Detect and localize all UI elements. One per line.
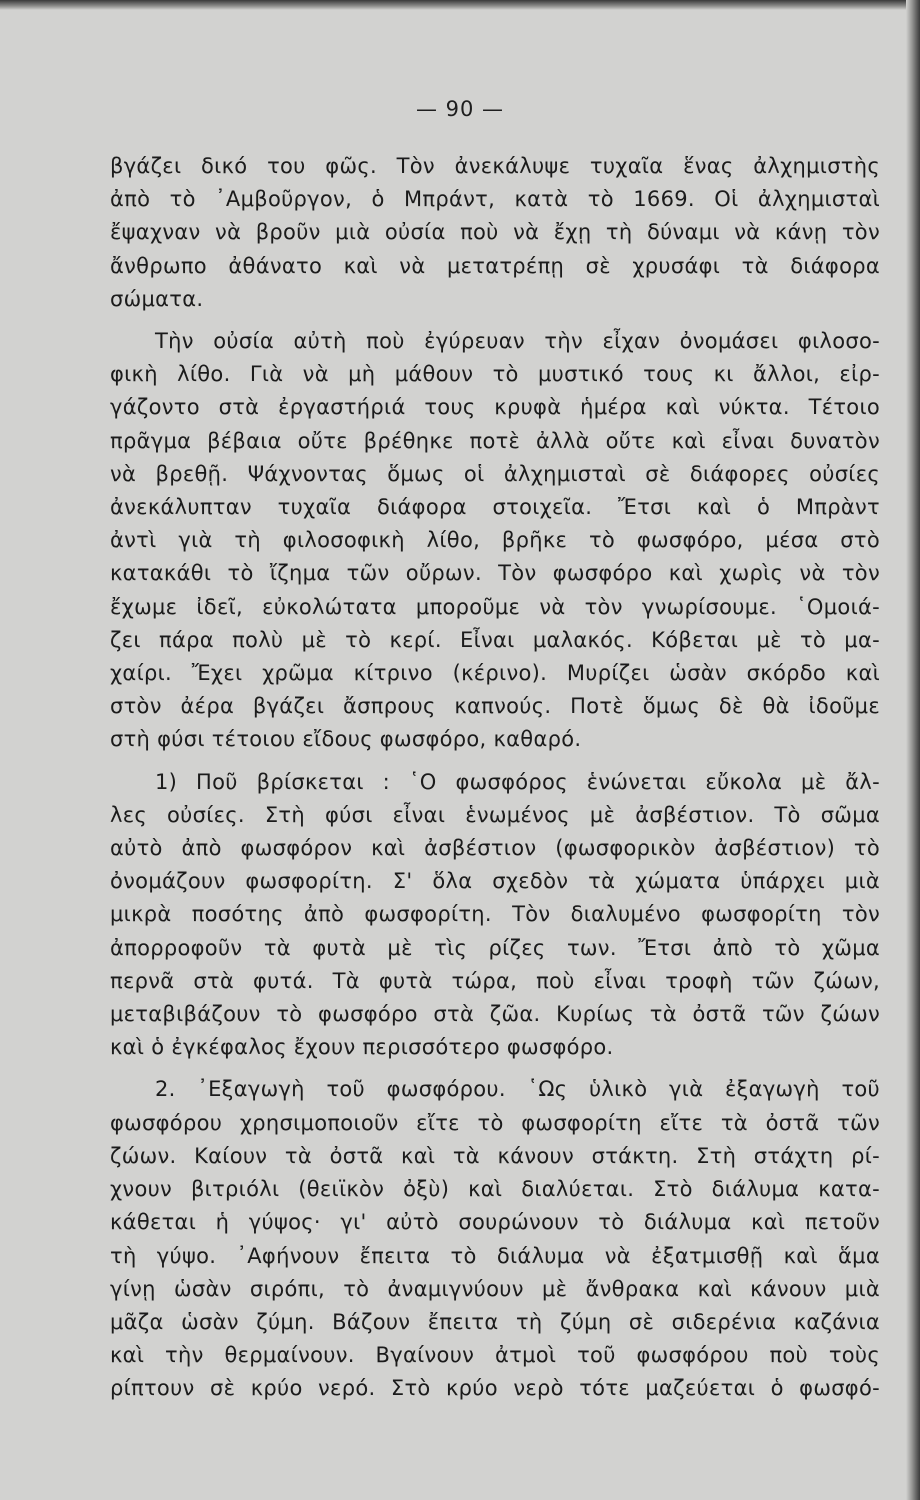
text-line: χαίρι. Ἔχει χρῶμα κίτρινο (κέρινο). Μυρίζει ὡσὰν σκόρδο καὶ: [110, 661, 880, 686]
paragraph-2: [110, 325, 880, 757]
text-line: ἔχωμε ἰδεῖ, εὐκολώτατα μποροῦμε νὰ τὸν γνωρίσουμε. ῾Ομοιά-: [110, 594, 880, 619]
text-line: νὰ βρεθῇ. Ψάχνοντας ὅμως οἱ ἀλχημισταὶ σὲ διάφορες οὐσίες: [110, 461, 880, 486]
text-line: 1) Ποῦ βρίσκεται : ῾Ο φωσφόρος ἑνώνεται εὔκολα μὲ ἄλ-: [155, 769, 880, 794]
text-line: πρᾶγμα βέβαια οὔτε βρέθηκε ποτὲ ἀλλὰ οὔτε καὶ εἶναι δυνατὸν: [110, 428, 880, 453]
text-line: 2. ᾿Εξαγωγὴ τοῦ φωσφόρου. ῾Ως ὑλικὸ γιὰ ἐξαγωγὴ τοῦ: [155, 1077, 880, 1102]
text-line: γάζοντο στὰ ἐργαστήριά τους κρυφὰ ἡμέρα καὶ νύκτα. Τέτοιο: [110, 395, 880, 420]
text-line: ἀνεκάλυπταν τυχαῖα διάφορα στοιχεῖα. Ἔτσι καὶ ὁ Μπρὰντ: [110, 495, 880, 520]
page-number: — 90 —: [415, 97, 505, 121]
text-line: μεταβιβάζουν τὸ φωσφόρο στὰ ζῶα. Κυρίως τὰ ὀστᾶ τῶν ζώων: [110, 1002, 880, 1027]
text-line: τὴ γύψο. ᾿Αφήνουν ἔπειτα τὸ διάλυμα νὰ ἐξατμισθῇ καὶ ἅμα: [110, 1243, 880, 1268]
text-line: στὴ φύσι τέτοιου εἴδους φωσφόρο, καθαρό.: [110, 727, 582, 752]
body-text: [110, 150, 880, 1406]
text-line: καὶ τὴν θερμαίνουν. Βγαίνουν ἀτμοὶ τοῦ φωσφόρου ποὺ τοὺς: [110, 1343, 880, 1368]
text-line: ρίπτουν σὲ κρύο νερό. Στὸ κρύο νερὸ τότε μαζεύεται ὁ φωσφό-: [110, 1376, 880, 1401]
page-binding-shadow: [906, 0, 920, 1500]
text-line: ἀντὶ γιὰ τὴ φιλοσοφικὴ λίθο, βρῆκε τὸ φωσφόρο, μέσα στὸ: [110, 528, 880, 553]
paragraph-4: [110, 1073, 880, 1405]
text-line: ζώων. Καίουν τὰ ὀστᾶ καὶ τὰ κάνουν στάκτη. Στὴ στάχτη ρί-: [110, 1143, 880, 1168]
paragraph-1: [110, 150, 880, 316]
text-line: βγάζει δικό του φῶς. Τὸν ἀνεκάλυψε τυχαῖα ἕνας ἀλχημιστὴς: [110, 154, 880, 178]
text-line: χνουν βιτριόλι (θειϊκὸν ὀξὺ) καὶ διαλύεται. Στὸ διάλυμα κατα-: [110, 1177, 880, 1202]
text-line: ἔψαχναν νὰ βροῦν μιὰ οὐσία ποὺ νὰ ἔχῃ τὴ δύναμι νὰ κάνῃ τὸν: [110, 220, 880, 245]
text-line: στὸν ἀέρα βγάζει ἄσπρους καπνούς. Ποτὲ ὅμως δὲ θὰ ἰδοῦμε: [110, 694, 880, 719]
text-line: καὶ ὁ ἐγκέφαλος ἔχουν περισσότερο φωσφόρο.: [110, 1035, 614, 1060]
page-top-shadow: [0, 0, 920, 10]
text-line: αὐτὸ ἀπὸ φωσφόρον καὶ ἀσβέστιον (φωσφορικὸν ἀσβέστιον) τὸ: [110, 836, 880, 861]
text-line: φικὴ λίθο. Γιὰ νὰ μὴ μάθουν τὸ μυστικό τους κι ἄλλοι, εἰρ-: [110, 362, 880, 387]
text-line: ἀπορροφοῦν τὰ φυτὰ μὲ τὶς ρίζες των. Ἔτσι ἀπὸ τὸ χῶμα: [110, 935, 880, 960]
text-line: Τὴν οὐσία αὐτὴ ποὺ ἐγύρευαν τὴν εἶχαν ὀνομάσει φιλοσο-: [155, 329, 880, 354]
text-line: ὀνομάζουν φωσφορίτη. Σ' ὅλα σχεδὸν τὰ χώματα ὑπάρχει μιὰ: [110, 869, 880, 894]
text-line: γίνῃ ὡσὰν σιρόπι, τὸ ἀναμιγνύουν μὲ ἄνθρακα καὶ κάνουν μιὰ: [110, 1276, 880, 1301]
text-line: περνᾶ στὰ φυτά. Τὰ φυτὰ τώρα, ποὺ εἶναι τροφὴ τῶν ζώων,: [110, 968, 880, 993]
paragraph-3: [110, 766, 880, 1065]
text-line: μικρὰ ποσότης ἀπὸ φωσφορίτη. Τὸν διαλυμένο φωσφορίτη τὸν: [110, 902, 880, 927]
text-line: ἀπὸ τὸ ᾿Αμβοῦργον, ὁ Μπράντ, κατὰ τὸ 1669. Οἱ ἀλχημισταὶ: [110, 187, 880, 212]
text-line: ἄνθρωπο ἀθάνατο καὶ νὰ μετατρέπῃ σὲ χρυσάφι τὰ διάφορα: [110, 253, 880, 278]
text-line: σώματα.: [110, 286, 204, 311]
text-line: φωσφόρου χρησιμοποιοῦν εἴτε τὸ φωσφορίτη εἴτε τὰ ὀστᾶ τῶν: [110, 1110, 880, 1135]
text-line: ζει πάρα πολὺ μὲ τὸ κερί. Εἶναι μαλακός. Κόβεται μὲ τὸ μα-: [110, 627, 880, 652]
text-line: κατακάθι τὸ ἴζημα τῶν οὔρων. Τὸν φωσφόρο καὶ χωρὶς νὰ τὸν: [110, 561, 880, 586]
text-line: λες οὐσίες. Στὴ φύσι εἶναι ἑνωμένος μὲ ἀσβέστιον. Τὸ σῶμα: [110, 802, 880, 827]
text-line: μᾶζα ὡσὰν ζύμη. Βάζουν ἔπειτα τὴ ζύμη σὲ σιδερένια καζάνια: [110, 1309, 880, 1334]
text-line: κάθεται ἡ γύψος· γι' αὐτὸ σουρώνουν τὸ διάλυμα καὶ πετοῦν: [110, 1210, 880, 1235]
